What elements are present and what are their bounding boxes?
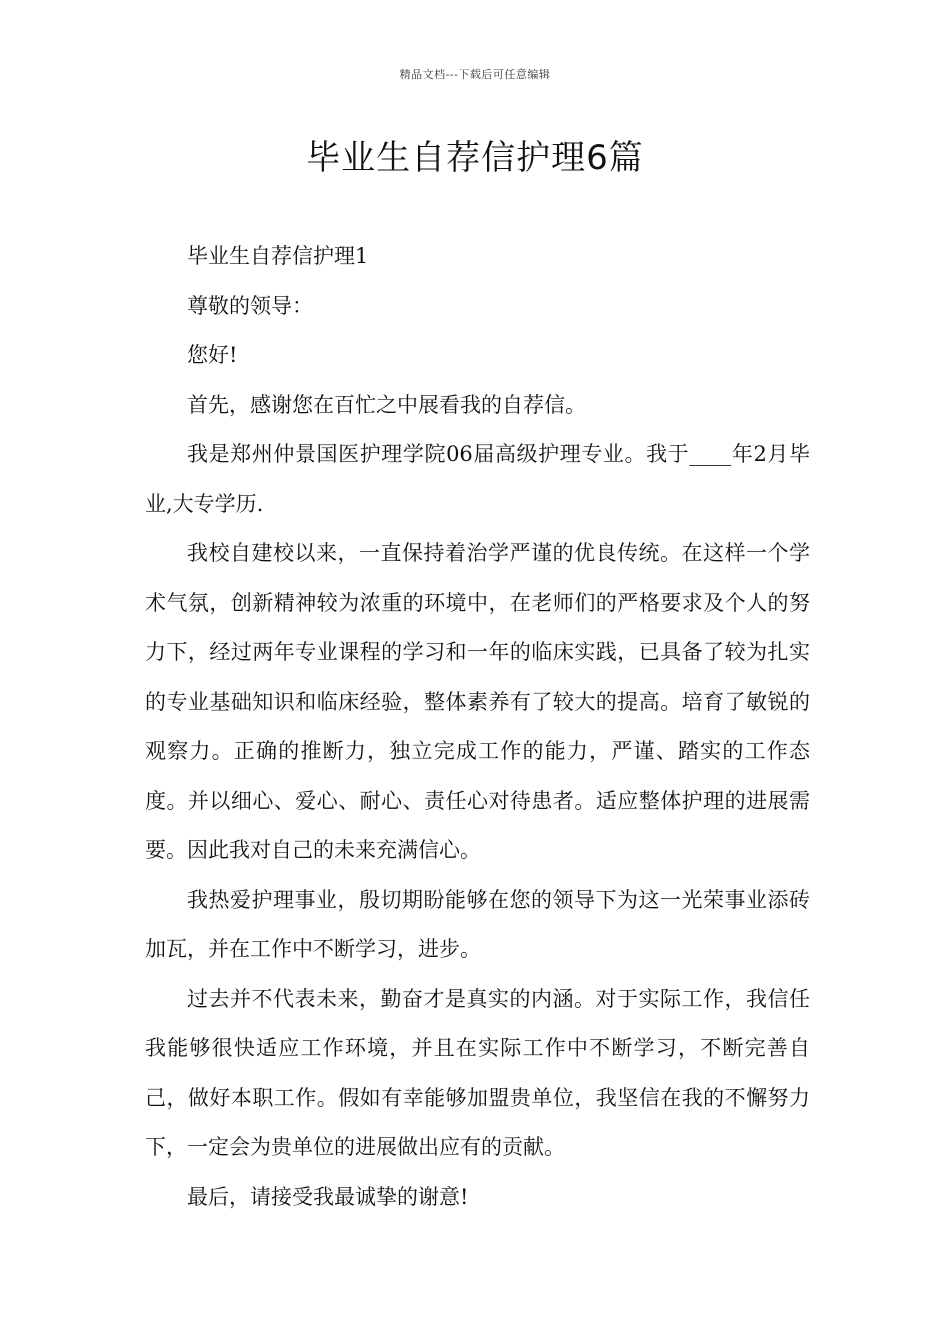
paragraph: 我校自建校以来，一直保持着治学严谨的优良传统。在这样一个学术气氛，创新精神较为浓重的环境中，在老师们的严格要求及个人的努力下，经过两年专业课程的学习和一年的临床实践，已具备了较为扎实的专业基础知识和临床经验，整体素养有了较大的提高。培育了敏锐的观察力。正确的推断力，独立完成工作的能力，严谨、踏实的工作态度。并以细心、爱心、耐心、责任心对待患者。适应整体护理的进展需要。因此我对自己的未来充满信心。 [145, 541, 810, 862]
document-body [145, 232, 810, 1222]
paragraph: 我是郑州仲景国医护理学院06届高级护理专业。我于____年2月毕业,大专学历. [145, 442, 810, 516]
paragraph: 过去并不代表未来，勤奋才是真实的内涵。对于实际工作，我信任我能够很快适应工作环境，并且在实际工作中不断学习，不断完善自己，做好本职工作。假如有幸能够加盟贵单位，我坚信在我的不懈努力下，一定会为贵单位的进展做出应有的贡献。 [145, 986, 810, 1159]
header-note: 精品文档---下载后可任意编辑 [399, 68, 551, 81]
closing: 最后，请接受我最诚挚的谢意! [187, 1184, 469, 1209]
paragraph: 我热爱护理事业，殷切期盼能够在您的领导下为这一光荣事业添砖加瓦，并在工作中不断学习，进步。 [145, 887, 810, 961]
greeting: 您好! [187, 343, 238, 367]
section-heading: 毕业生自荐信护理1 [187, 244, 369, 268]
salutation: 尊敬的领导： [187, 293, 313, 318]
document-title: 毕业生自荐信护理6篇 [306, 138, 644, 178]
paragraph: 首先，感谢您在百忙之中展看我的自荐信。 [187, 392, 586, 417]
